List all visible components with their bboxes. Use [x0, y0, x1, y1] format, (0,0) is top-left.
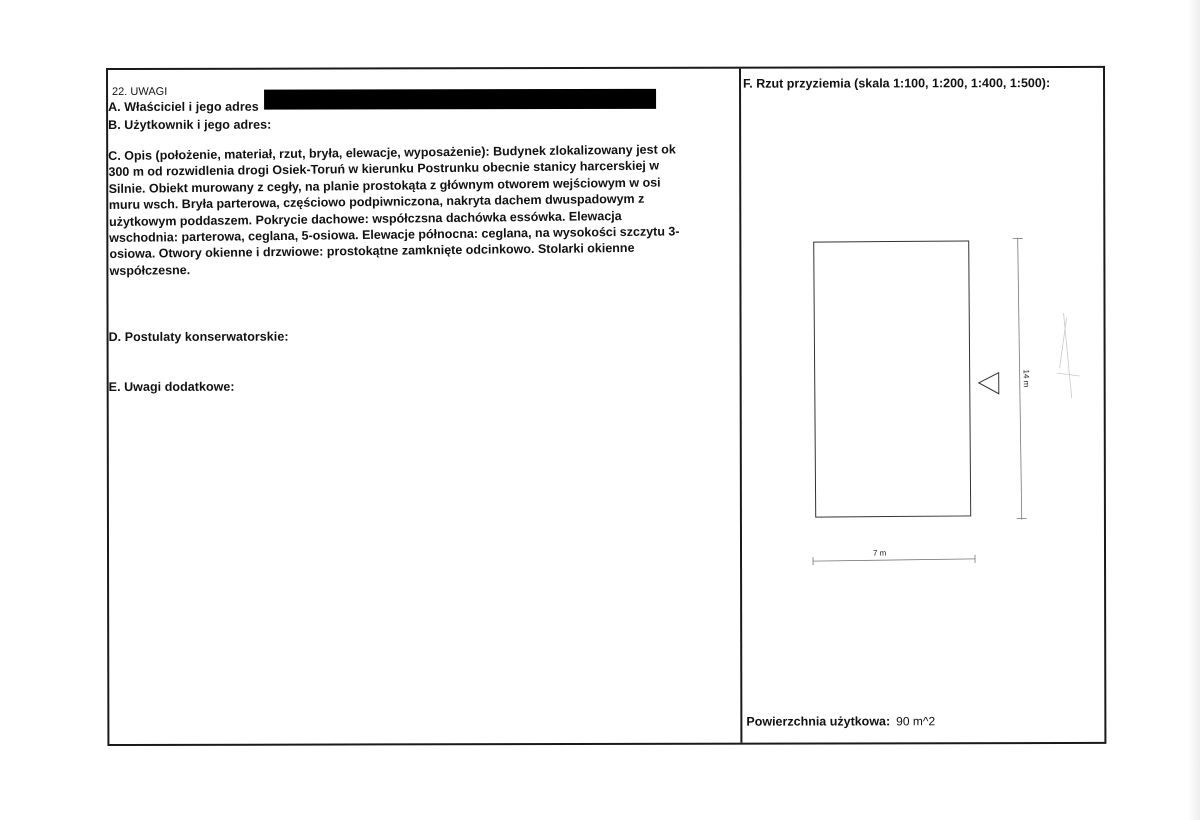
description-block: [108, 141, 737, 280]
width-label: 7 m: [872, 548, 887, 558]
section-number: 22. UWAGI: [112, 85, 168, 98]
floor-plan-panel: [741, 68, 1104, 743]
pencil-mark: [1057, 313, 1080, 398]
owner-label: A. Właściciel i jego adres: [108, 99, 259, 114]
remarks-label: E. Uwagi dodatkowe:: [108, 379, 235, 394]
user-label: B. Użytkownik i jego adres:: [108, 117, 272, 132]
scan-edge: [1188, 0, 1200, 820]
remarks-panel: [108, 69, 742, 744]
entrance-triangle-icon: [979, 373, 999, 394]
document-frame: [106, 66, 1106, 746]
redaction-bar: [264, 89, 656, 110]
length-dimension-line: [1018, 238, 1022, 520]
description-line: wschodnia: parterowa, ceglana, 5-osiowa. Elewacje północna: ceglana, na wysokości szczytu 3-: [109, 224, 680, 246]
usable-area-value: 90 m^2: [896, 714, 936, 729]
description-line: C. Opis (położenie, materiał, rzut, bryła, elewacje, wyposażenie): Budynek zlokalizowany jest ok: [108, 142, 676, 163]
description-line: współczesne.: [109, 262, 191, 278]
usable-area: [746, 714, 935, 728]
length-label: 14 m: [1021, 369, 1031, 388]
floor-plan-drawing: [741, 68, 1106, 709]
description-line: Silnie. Obiekt murowany z cegły, na planie prostokąta z głównym otworem wejściowym w osi: [108, 175, 661, 196]
description-line: 300 m od rozwidlenia drogi Osiek-Toruń w kierunku Postrunku obecnie stanicy harcerskiej w: [108, 158, 660, 180]
width-dimension-line: [813, 559, 975, 561]
usable-area-label: Powierzchnia użytkowa:: [746, 714, 891, 729]
floor-plan-title: F. Rzut przyziemia (skala 1:100, 1:200, 1:400, 1:500):: [743, 76, 1051, 91]
building-outline: [814, 241, 971, 517]
description-line: użytkowym poddaszem. Pokrycie dachowe: współczsna dachówka essówka. Elewacja: [108, 208, 622, 229]
description-line: osiowa. Otwory okienne i drzwiowe: prostokątne zamknięte odcinkowo. Stolarki okienne: [109, 241, 635, 262]
description-line: muru wsch. Bryła parterowa, częściowo podpiwniczona, nakryta dachem dwuspadowym z: [108, 191, 645, 213]
postulates-label: D. Postulaty konserwatorskie:: [108, 329, 289, 344]
